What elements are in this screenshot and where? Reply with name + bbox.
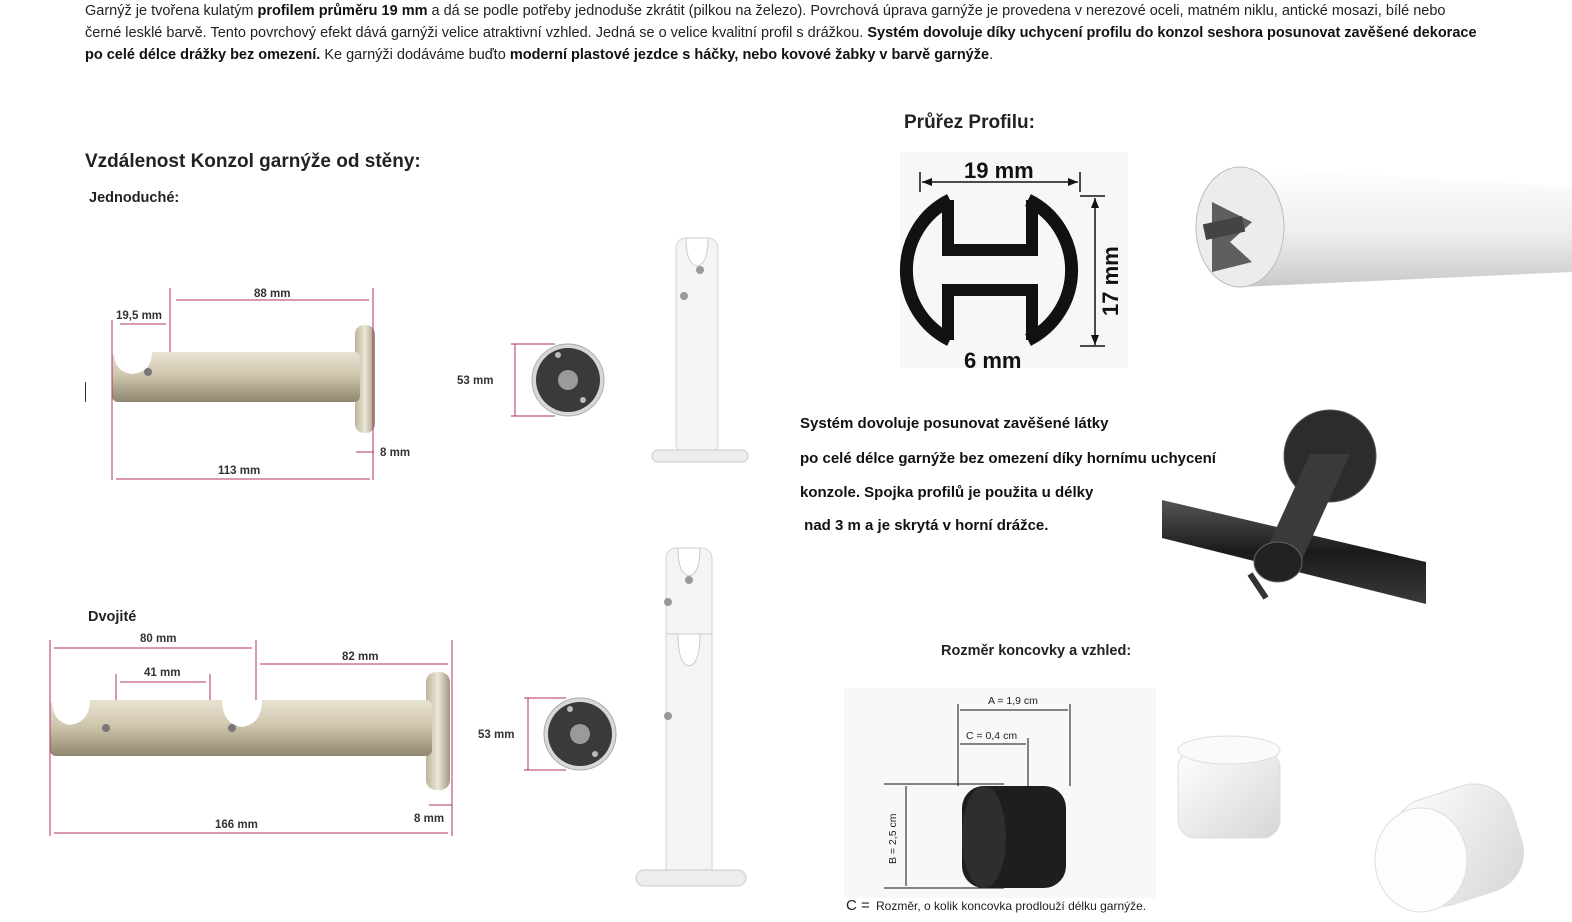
profile-heading: Průřez Profilu: xyxy=(904,112,1035,133)
intro-bold-3: moderní plastové jezdce s háčky, nebo kovové žabky v barvě garnýže xyxy=(509,47,990,63)
dim-total: 166 mm xyxy=(215,819,258,831)
endcap-caption-prefix: C = xyxy=(846,897,870,914)
intro-text-1: Garnýž je tvořena kulatým xyxy=(85,3,258,19)
white-rail-photo xyxy=(1190,162,1572,292)
dim-c: 82 mm xyxy=(342,651,379,663)
white-single-bracket xyxy=(648,234,752,466)
system-note-line-2: po celé délce garnýže bez omezení díky hornímu uchycení xyxy=(800,450,1216,467)
single-plate-front xyxy=(455,340,615,420)
profile-width: 19 mm xyxy=(964,158,1034,183)
system-note-line-4: nad 3 m a je skrytá v horní drážce. xyxy=(800,517,1049,534)
endcap-diagram xyxy=(844,688,1164,920)
dim-base: 8 mm xyxy=(414,813,445,825)
dim-top: 88 mm xyxy=(254,288,291,300)
endcap-dim-a: A = 1,9 cm xyxy=(988,695,1038,707)
intro-text-4: . xyxy=(989,47,994,63)
system-note-line-1: Systém dovoluje posunovat zavěšené látky xyxy=(800,415,1109,432)
black-rail-photo xyxy=(1160,414,1428,610)
text-cursor xyxy=(85,382,86,402)
double-bracket-diagram xyxy=(46,630,466,840)
dim-offset: 19,5 mm xyxy=(116,310,163,322)
single-bracket-label: Jednoduché: xyxy=(89,190,180,206)
dim-b: 41 mm xyxy=(144,667,181,679)
profile-slot: 6 mm xyxy=(964,348,1022,373)
endcap-heading: Rozměr koncovky a vzhled: xyxy=(941,643,1132,659)
intro-text-2: a dá se podle potřeby jednoduše zkrátit (pilkou na železo). Povrchová úprava garnýže je provedena v nerezové oceli, matném niklu, antické mosazi, bílé nebo černé lesklé barvě. Tento povrchový efekt dává garnýži velice atraktivní vzhled. Jedná se o velice kvalitní profil s drážkou. xyxy=(85,3,1446,41)
double-bracket-label: Dvojité xyxy=(88,609,137,625)
endcap-dim-b: B = 2,5 cm xyxy=(887,813,899,864)
plate-screw xyxy=(558,370,578,390)
white-base xyxy=(652,450,748,462)
profile-height: 17 mm xyxy=(1098,246,1123,316)
endcap-caption: Rozměr, o kolik koncovka prodlouží délku garnýže. xyxy=(876,899,1147,913)
profile-cross-section xyxy=(900,152,1130,372)
screw xyxy=(144,368,152,376)
endcap-dim-c: C = 0,4 cm xyxy=(966,730,1018,742)
plate-dim: 53 mm xyxy=(478,729,515,741)
intro-bold-1: profilem průměru 19 mm xyxy=(257,3,428,19)
intro-text-3: Ke garnýži dodáváme buďto xyxy=(320,47,510,63)
double-plate-front xyxy=(476,694,626,774)
plate-dim: 53 mm xyxy=(457,375,494,387)
system-note-line-3: konzole. Spojka profilů je použita u délky xyxy=(800,484,1094,501)
intro-bold-2: Systém dovoluje díky uchycení profilu do konzol seshora posunovat zavěšené dekorace po celé délce drážky bez omezení. xyxy=(85,25,1477,63)
dim-total: 113 mm xyxy=(218,465,261,477)
intro-paragraph xyxy=(85,0,1480,66)
dim-a: 80 mm xyxy=(140,633,177,645)
single-bracket-diagram xyxy=(100,280,411,490)
distance-heading: Vzdálenost Konzol garnýže od stěny: xyxy=(85,151,421,172)
white-double-bracket xyxy=(632,544,750,894)
dim-base: 8 mm xyxy=(380,447,411,459)
white-endcaps-photo xyxy=(1166,720,1538,920)
